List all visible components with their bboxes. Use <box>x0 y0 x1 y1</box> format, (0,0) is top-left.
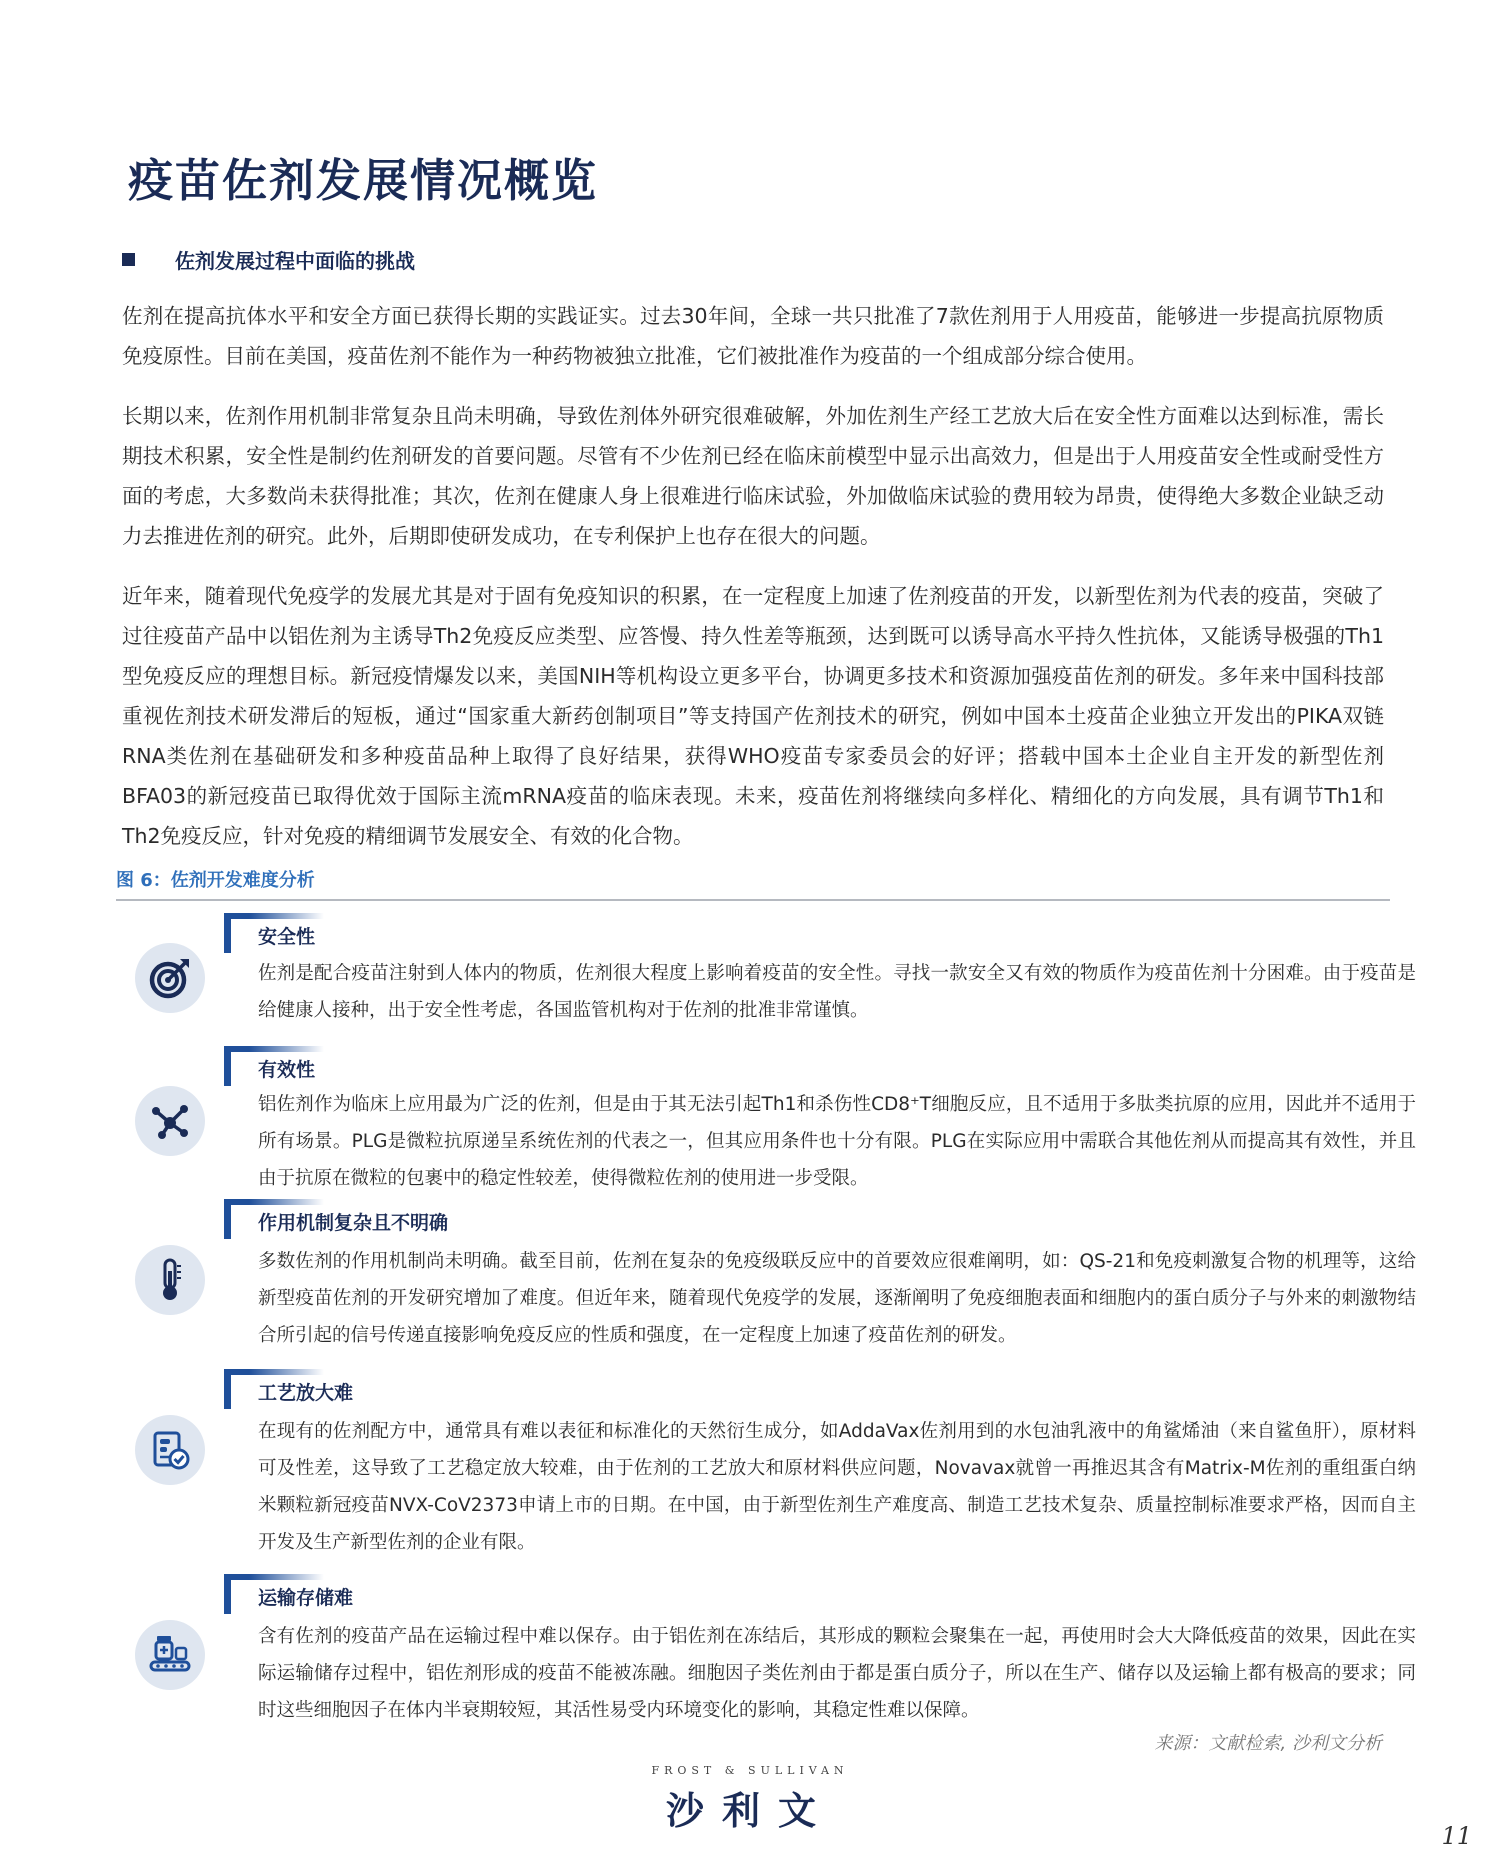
item-heading: 运输存储难 <box>258 1587 354 1609</box>
item-text: 含有佐剂的疫苗产品在运输过程中难以保存。由于铝佐剂在冻结后，其形成的颗粒会聚集在一起，再使用时会大大降低疫苗的效果，因此在实际运输储存过程中，铝佐剂形成的疫苗不能被冻融。细胞因子类佐剂由于都是蛋白质分子，所以在生产、储存以及运输上都有极高的要求；同时这些细胞因子在体内半衰期较短，其活性易受内环境变化的影响，其稳定性难以保障。 <box>258 1626 1416 1721</box>
page-number: 11 <box>1441 1822 1472 1850</box>
document-check-icon <box>135 1415 205 1485</box>
figure-source: 来源：文献检索, 沙利文分析 <box>1154 1733 1382 1754</box>
item-accent-bar <box>224 1199 231 1239</box>
figure-divider <box>116 899 1390 901</box>
item-text: 在现有的佐剂配方中，通常具有难以表征和标准化的天然衍生成分，如AddaVax佐剂用到的水包油乳液中的角鲨烯油（来自鲨鱼肝），原材料可及性差，这导致了工艺稳定放大较难，由于佐剂的工艺放大和原材料供应问题，Novavax就曾一再推迟其含有Matrix-M佐剂的重组蛋白纳米颗粒新冠疫苗NVX-CoV2373申请上市的日期。在中国，由于新型佐剂生产难度高、制造工艺技术复杂、质量控制标准要求严格，因而自主开发及生产新型佐剂的企业有限。 <box>258 1421 1416 1553</box>
item-heading: 工艺放大难 <box>258 1382 354 1404</box>
item-accent-bar <box>224 1369 231 1409</box>
item-heading: 有效性 <box>258 1059 316 1081</box>
thermometer-icon <box>135 1245 205 1315</box>
network-icon <box>135 1086 205 1156</box>
paragraph-2: 长期以来，佐剂作用机制非常复杂且尚未明确，导致佐剂体外研究很难破解，外加佐剂生产经工艺放大后在安全性方面难以达到标准，需长期技术积累，安全性是制约佐剂研发的首要问题。尽管有不少佐剂已经在临床前模型中显示出高效力，但是出于人用疫苗安全性或耐受性方面的考虑，大多数尚未获得批准；其次，佐剂在健康人身上很难进行临床试验，外加做临床试验的费用较为昂贵，使得绝大多数企业缺乏动力去推进佐剂的研究。此外，后期即使研发成功，在专利保护上也存在很大的问题。 <box>122 404 1384 548</box>
item-text: 佐剂是配合疫苗注射到人体内的物质，佐剂很大程度上影响着疫苗的安全性。寻找一款安全又有效的物质作为疫苗佐剂十分困难。由于疫苗是给健康人接种，出于安全性考虑，各国监管机构对于佐剂的批准非常谨慎。 <box>258 963 1416 1021</box>
bullet-square-icon <box>122 253 135 266</box>
figure-item-transport <box>0 1574 1500 1721</box>
item-accent-line <box>224 1369 324 1375</box>
item-accent-line <box>224 1574 324 1580</box>
item-text: 铝佐剂作为临床上应用最为广泛的佐剂，但是由于其无法引起Th1和杀伤性CD8⁺T细胞反应，且不适用于多肽类抗原的应用，因此并不适用于所有场景。PLG是微粒抗原递呈系统佐剂的代表之一，但其应用条件也十分有限。PLG在实际应用中需联合其他佐剂从而提高其有效性，并且由于抗原在微粒的包裹中的稳定性较差，使得微粒佐剂的使用进一步受限。 <box>258 1094 1416 1189</box>
figure-item-efficacy <box>0 1046 1500 1189</box>
figure-item-safety <box>0 913 1500 1021</box>
figure-item-scale-up <box>0 1369 1500 1553</box>
item-accent-line <box>224 1199 324 1205</box>
section-heading-text: 佐剂发展过程中面临的挑战 <box>175 248 415 273</box>
figure-label: 图 6：佐剂开发难度分析 <box>116 870 315 891</box>
brand-logo-en: FROST & SULLIVAN <box>651 1764 849 1777</box>
item-accent-bar <box>224 1574 231 1614</box>
section-heading <box>122 244 415 274</box>
target-icon <box>135 943 205 1013</box>
item-text: 多数佐剂的作用机制尚未明确。截至目前，佐剂在复杂的免疫级联反应中的首要效应很难阐明，如：QS-21和免疫刺激复合物的机理等，这给新型疫苗佐剂的开发研究增加了难度。但近年来，随着现代免疫学的发展，逐渐阐明了免疫细胞表面和细胞内的蛋白质分子与外来的刺激物结合所引起的信号传递直接影响免疫反应的性质和强度，在一定程度上加速了疫苗佐剂的研发。 <box>258 1251 1416 1346</box>
paragraph-3: 近年来，随着现代免疫学的发展尤其是对于固有免疫知识的积累，在一定程度上加速了佐剂疫苗的开发，以新型佐剂为代表的疫苗，突破了过往疫苗产品中以铝佐剂为主诱导Th2免疫反应类型、应答慢、持久性差等瓶颈，达到既可以诱导高水平持久性抗体，又能诱导极强的Th1型免疫反应的理想目标。新冠疫情爆发以来，美国NIH等机构设立更多平台，协调更多技术和资源加强疫苗佐剂的研发。多年来中国科技部重视佐剂技术研发滞后的短板，通过“国家重大新药创制项目”等支持国产佐剂技术的研究，例如中国本土疫苗企业独立开发出的PIKA双链RNA类佐剂在基础研发和多种疫苗品种上取得了良好结果，获得WHO疫苗专家委员会的好评；搭载中国本土企业自主开发的新型佐剂BFA03的新冠疫苗已取得优效于国际主流mRNA疫苗的临床表现。未来，疫苗佐剂将继续向多样化、精细化的方向发展，具有调节Th1和Th2免疫反应，针对免疫的精细调节发展安全、有效的化合物。 <box>122 584 1384 848</box>
paragraph-1: 佐剂在提高抗体水平和安全方面已获得长期的实践证实。过去30年间，全球一共只批准了7款佐剂用于人用疫苗，能够进一步提高抗原物质免疫原性。目前在美国，疫苗佐剂不能作为一种药物被独立批准，它们被批准作为疫苗的一个组成部分综合使用。 <box>122 304 1384 368</box>
item-accent-line <box>224 913 324 919</box>
item-heading: 安全性 <box>258 926 316 948</box>
page-title: 疫苗佐剂发展情况概览 <box>128 154 599 207</box>
item-heading: 作用机制复杂且不明确 <box>258 1212 449 1234</box>
item-accent-bar <box>224 1046 231 1086</box>
item-accent-bar <box>224 913 231 953</box>
conveyor-icon <box>135 1620 205 1690</box>
brand-logo-cn: 沙利文 <box>665 1789 834 1833</box>
item-accent-line <box>224 1046 324 1052</box>
figure-item-mechanism <box>0 1199 1500 1346</box>
